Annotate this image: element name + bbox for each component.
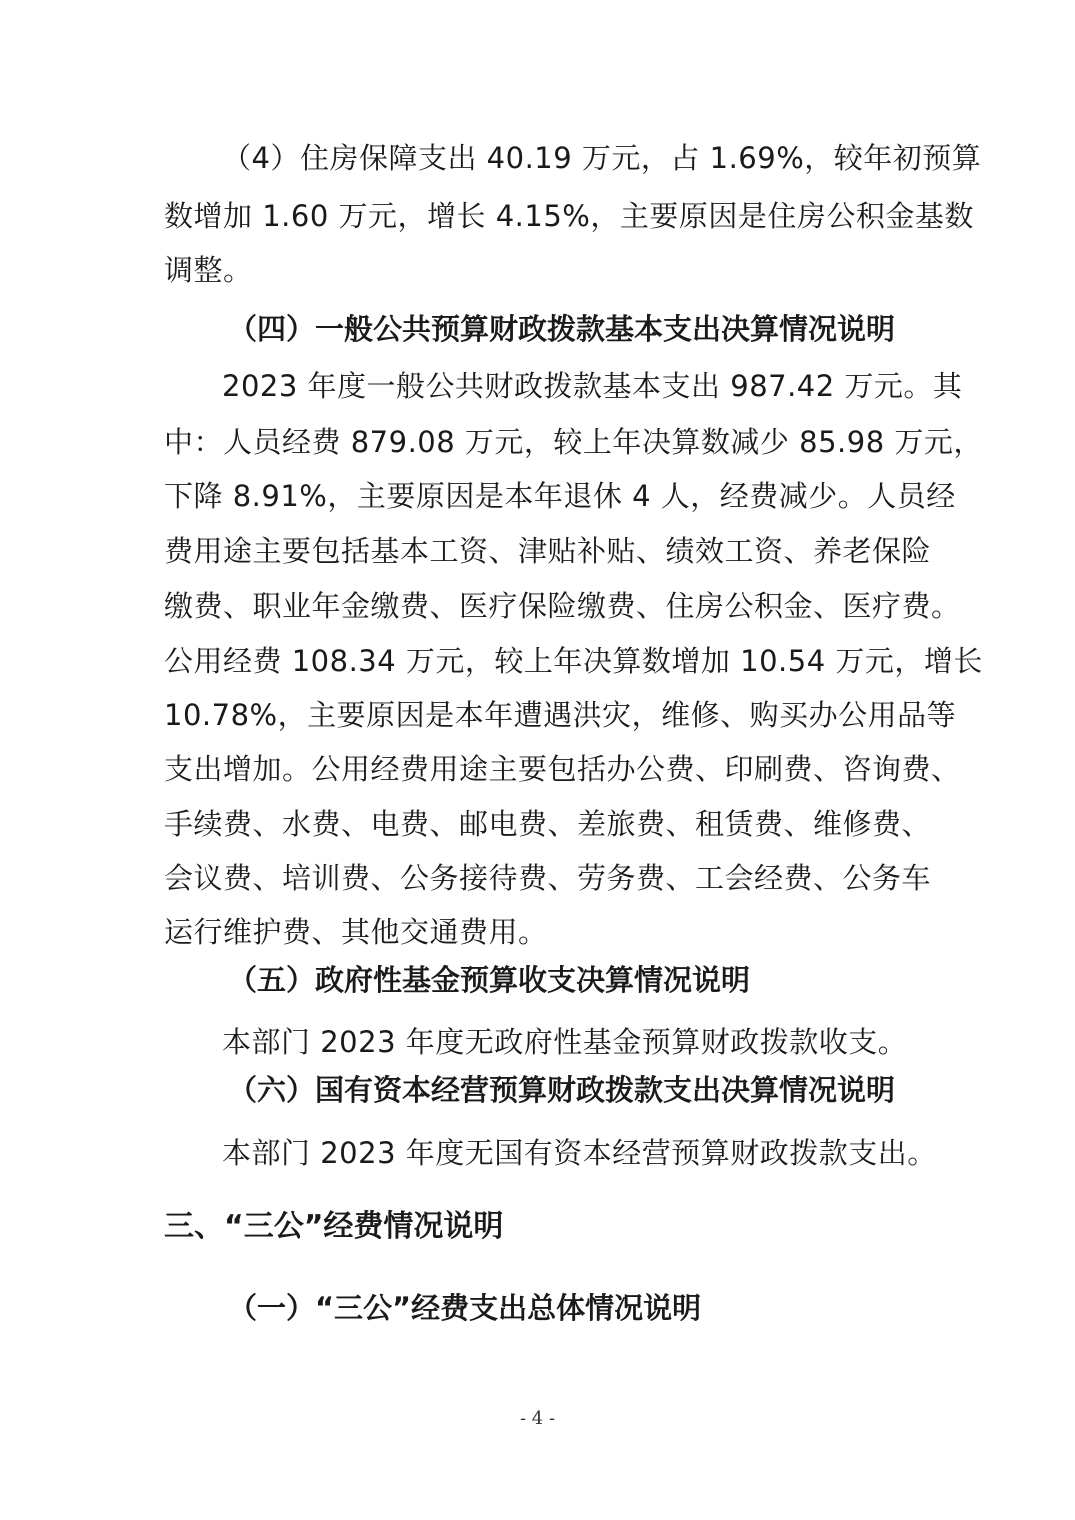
section-four-line-1: 2023 年度一般公共财政拨款基本支出 987.42 万元。其 [222, 369, 963, 403]
housing-line-2: 数增加 1.60 万元，增长 4.15%，主要原因是住房公积金基数 [164, 199, 974, 233]
housing-line-3: 调整。 [164, 253, 253, 287]
section-four-line-4: 费用途主要包括基本工资、津贴补贴、绩效工资、养老保险 [164, 534, 932, 568]
section-four-line-8: 支出增加。公用经费用途主要包括办公费、印刷费、咨询费、 [164, 752, 961, 786]
part-three-heading: 三、“三公”经费情况说明 [164, 1209, 504, 1244]
section-four-line-11: 运行维护费、其他交通费用。 [164, 915, 548, 949]
section-four-line-6: 公用经费 108.34 万元，较上年决算数增加 10.54 万元，增长 [164, 644, 983, 678]
section-four-line-3: 下降 8.91%，主要原因是本年退休 4 人，经费减少。人员经 [164, 479, 956, 513]
section-six-heading: （六）国有资本经营预算财政拨款支出决算情况说明 [228, 1073, 896, 1107]
section-four-line-5: 缴费、职业年金缴费、医疗保险缴费、住房公积金、医疗费。 [164, 589, 961, 623]
section-four-line-2: 中：人员经费 879.08 万元，较上年决算数减少 85.98 万元， [164, 425, 983, 459]
section-five-text: 本部门 2023 年度无政府性基金预算财政拨款收支。 [222, 1025, 908, 1059]
section-four-line-7: 10.78%，主要原因是本年遭遇洪灾，维修、购买办公用品等 [164, 698, 957, 732]
section-four-line-10: 会议费、培训费、公务接待费、劳务费、工会经费、公务车 [164, 861, 932, 895]
section-five-heading: （五）政府性基金预算收支决算情况说明 [228, 963, 751, 997]
housing-line-1: （4）住房保障支出 40.19 万元，占 1.69%，较年初预算 [222, 141, 982, 175]
section-six-text: 本部门 2023 年度无国有资本经营预算财政拨款支出。 [222, 1136, 937, 1170]
section-four-heading: （四）一般公共预算财政拨款基本支出决算情况说明 [228, 312, 896, 346]
part-three-subheading: （一）“三公”经费支出总体情况说明 [228, 1291, 702, 1325]
section-four-line-9: 手续费、水费、电费、邮电费、差旅费、租赁费、维修费、 [164, 807, 932, 841]
page-number: - 4 - [519, 1408, 556, 1429]
